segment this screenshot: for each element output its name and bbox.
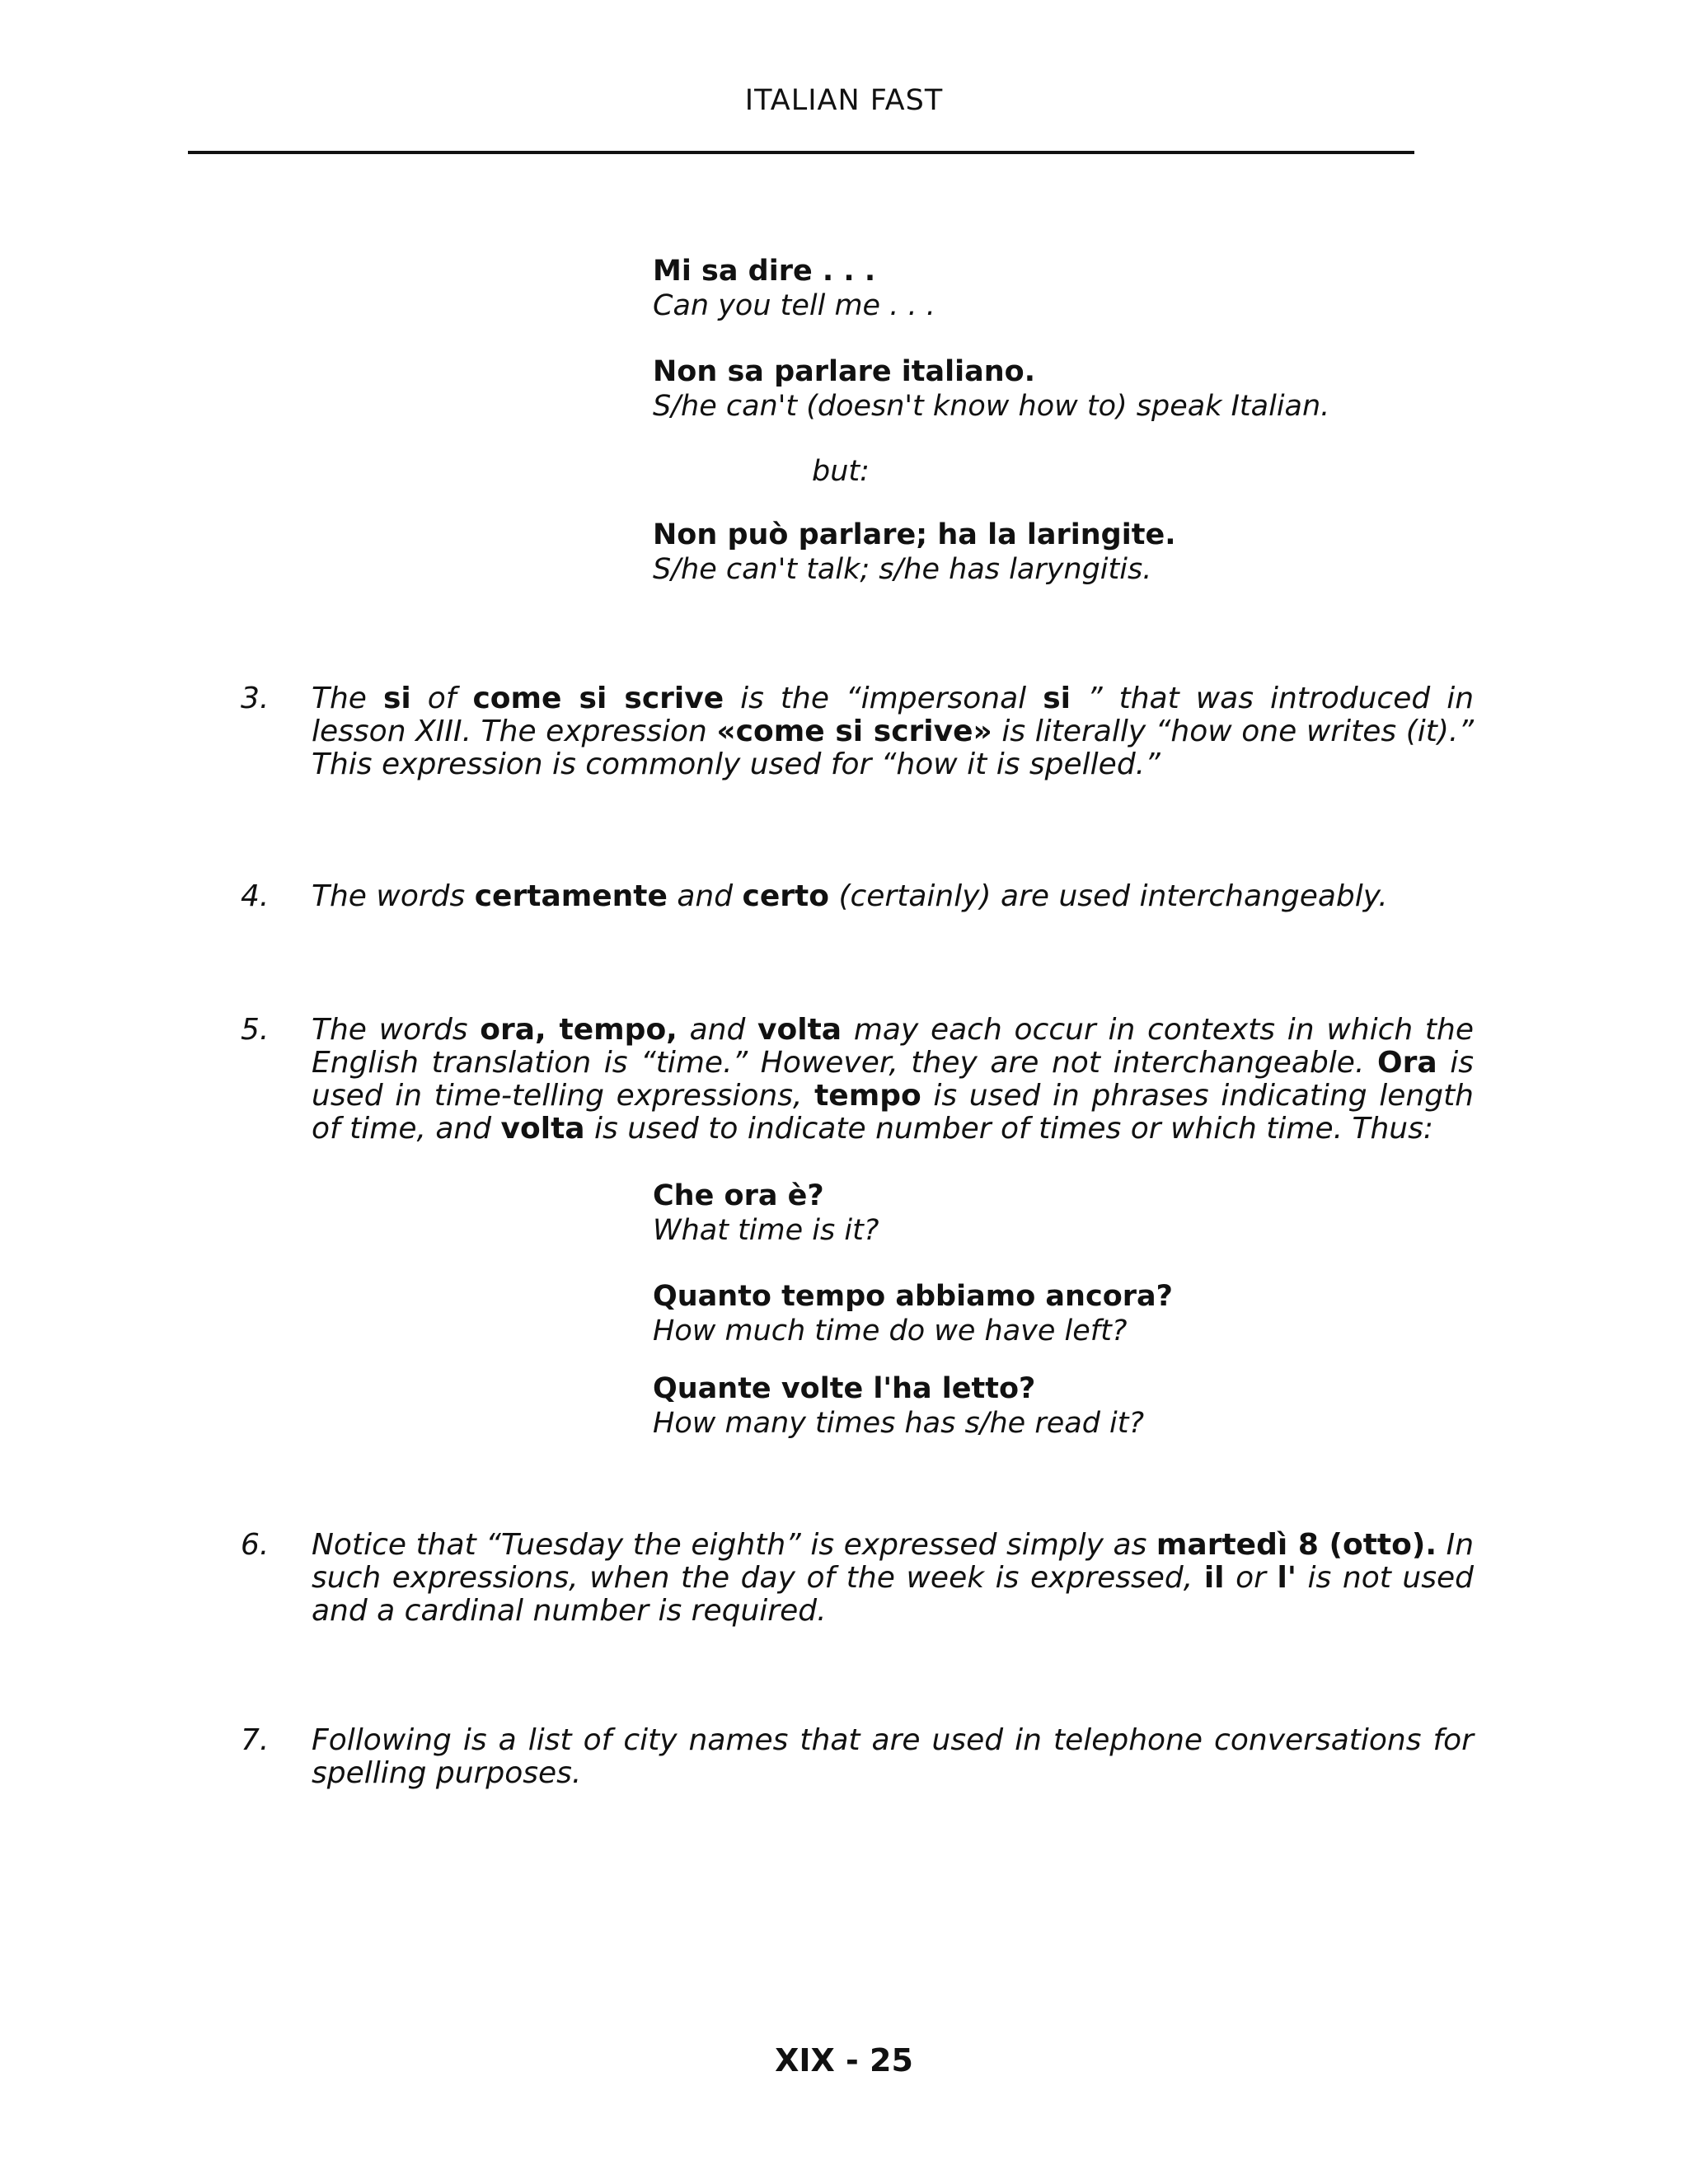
- note-bold-term: volta: [757, 1013, 842, 1047]
- note-number: 7.: [241, 1723, 270, 1757]
- example-italian: Quanto tempo abbiamo ancora?: [653, 1280, 1173, 1313]
- example-italian: Quante volte l'ha letto?: [653, 1372, 1036, 1405]
- example-block: [653, 1371, 1144, 1441]
- note-text: of: [410, 682, 473, 715]
- note-text: The words: [312, 1013, 481, 1047]
- header-divider: [188, 151, 1414, 154]
- example-italian: Che ora è?: [653, 1179, 824, 1212]
- but-label: but:: [812, 455, 870, 488]
- note-text: is used in phrases indicating length of time, and: [312, 1079, 1474, 1146]
- note-bold-term: il: [1203, 1561, 1225, 1595]
- note-text: In such expressions, when the day of the week is expressed,: [312, 1528, 1475, 1595]
- example-english: S/he can't talk; s/he has laryngitis.: [653, 553, 1152, 586]
- note-number: 6.: [241, 1528, 270, 1562]
- note-text: is used to indicate number of times or which time. Thus:: [584, 1112, 1434, 1146]
- note-7-paragraph: [312, 1724, 1474, 1790]
- note-bold-term: certo: [742, 879, 829, 913]
- example-english: How many times has s/he read it?: [653, 1407, 1145, 1440]
- example-english: S/he can't (doesn't know how to) speak Italian.: [653, 390, 1330, 423]
- note-bold-term: certamente: [474, 879, 668, 913]
- note-text: and: [677, 1013, 758, 1047]
- example-block: [653, 1179, 879, 1248]
- note-text: is not used and a cardinal number is required.: [312, 1561, 1475, 1628]
- note-text: Notice that “Tuesday the eighth” is expressed simply as: [312, 1528, 1156, 1562]
- example-italian: Non sa parlare italiano.: [653, 355, 1036, 388]
- note-bold-term: tempo: [814, 1079, 921, 1113]
- note-text: and: [667, 879, 743, 913]
- note-text: The: [312, 682, 383, 715]
- example-block: [653, 254, 935, 323]
- note-text: may each occur in contexts in which the English translation is “time.” However, they are not interchangeable.: [312, 1013, 1474, 1080]
- note-bold-term: martedì 8 (otto).: [1156, 1528, 1437, 1562]
- example-block: [653, 354, 1329, 424]
- example-italian: Non può parlare; ha la laringite.: [653, 518, 1176, 551]
- note-text: The words: [312, 879, 475, 913]
- running-header: ITALIAN FAST: [744, 84, 944, 117]
- note-bold-term: volta: [500, 1112, 585, 1146]
- note-3-paragraph: [312, 682, 1474, 781]
- note-text: (certainly) are used interchangeably.: [829, 879, 1388, 913]
- note-number: 5.: [241, 1013, 270, 1047]
- note-bold-term: si: [1043, 682, 1071, 715]
- note-text: ” that was introduced in lesson XIII. The expression: [312, 682, 1475, 748]
- note-text: or: [1224, 1561, 1278, 1595]
- note-text: is the “impersonal: [724, 682, 1043, 715]
- note-text: is literally “how one writes (it).” This expression is commonly used for “how it is spelled.”: [312, 715, 1474, 781]
- example-english: Can you tell me . . .: [653, 289, 935, 322]
- example-block: [653, 518, 1176, 587]
- example-english: What time is it?: [653, 1214, 879, 1247]
- note-bold-term: si: [382, 682, 411, 715]
- note-text: is used in time-telling expressions,: [312, 1046, 1475, 1113]
- note-bold-term: Ora: [1377, 1046, 1437, 1080]
- note-6-paragraph: [312, 1529, 1474, 1628]
- note-bold-term: «come si scrive»: [716, 715, 992, 748]
- note-5-paragraph: [312, 1014, 1474, 1146]
- page-number: XIX - 25: [775, 2042, 913, 2079]
- note-bold-term: come si scrive: [472, 682, 724, 715]
- note-number: 3.: [241, 682, 270, 715]
- note-bold-term: l': [1277, 1561, 1296, 1595]
- example-english: How much time do we have left?: [653, 1315, 1128, 1347]
- note-text: Following is a list of city names that are used in telephone conversations for spelling purposes.: [312, 1723, 1474, 1790]
- note-4-paragraph: [312, 880, 1474, 913]
- note-number: 4.: [241, 879, 270, 913]
- example-block: [653, 1279, 1173, 1348]
- note-bold-term: ora, tempo,: [480, 1013, 678, 1047]
- example-italian: Mi sa dire . . .: [653, 255, 876, 288]
